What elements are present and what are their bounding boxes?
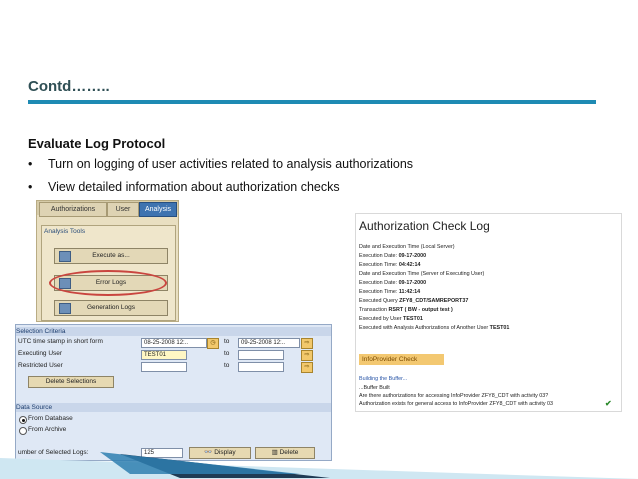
- selection-criteria-header: Selection Criteria: [16, 327, 331, 336]
- from-database-radio[interactable]: [19, 416, 27, 424]
- title-divider: [28, 100, 596, 104]
- log-line: Date and Execution Time (Local Server): [359, 244, 455, 250]
- bullet-dot: •: [28, 157, 33, 171]
- log-line: Transaction RSRT ( BW - output test ): [359, 307, 453, 313]
- analysis-tools-panel: [36, 200, 179, 322]
- bullet-text: Turn on logging of user activities related to analysis authorizations: [48, 157, 414, 171]
- count-label: umber of Selected Logs:: [18, 449, 89, 456]
- tab-strip: [37, 201, 178, 215]
- log-line: Executed by User TEST01: [359, 316, 423, 322]
- restricted-user-to-field[interactable]: [238, 362, 284, 372]
- log-title: Authorization Check Log: [359, 219, 490, 233]
- log-line: Execution Date: 09-17-2000: [359, 280, 427, 286]
- log-line: Date and Execution Time (Server of Executing User): [359, 271, 485, 277]
- delete-selections-button[interactable]: Delete Selections: [28, 376, 114, 388]
- trash-icon: ▥: [271, 449, 280, 456]
- building-buffer-link[interactable]: Building the Buffer...: [359, 376, 408, 382]
- data-source-header: Data Source: [16, 403, 331, 412]
- button-label: Delete: [279, 449, 299, 456]
- multiple-selection-icon[interactable]: ⇨: [301, 350, 313, 361]
- analysis-tools-group: [41, 225, 176, 321]
- calendar-icon[interactable]: ◷: [207, 338, 219, 349]
- from-archive-radio[interactable]: [19, 427, 27, 435]
- log-line: Are there authorizations for accessing InfoProvider ZFY8_CDT with activity 03?: [359, 393, 549, 399]
- generation-logs-button[interactable]: [54, 300, 168, 316]
- row-label: UTC time stamp in short form: [18, 338, 103, 345]
- bullet-item: [28, 180, 340, 194]
- decorative-swoosh: [0, 452, 638, 479]
- tab-user[interactable]: User: [107, 202, 139, 217]
- checkmark-icon: ✔: [605, 399, 612, 408]
- executing-user-to-field[interactable]: [238, 350, 284, 360]
- timestamp-to-field[interactable]: 09-25-2008 12:..: [238, 338, 300, 348]
- log-count-field: 125: [141, 448, 183, 458]
- infoprovider-check-label: InfoProvider Check: [359, 354, 444, 365]
- button-label: Generation Logs: [86, 304, 136, 311]
- group-label: Analysis Tools: [44, 228, 86, 235]
- display-icon: 👓: [204, 449, 215, 456]
- section-heading: Evaluate Log Protocol: [28, 136, 166, 151]
- tab-analysis[interactable]: Analysis: [139, 202, 177, 217]
- log-line: Executed with Analysis Authorizations of Another User TEST01: [359, 325, 510, 331]
- radio-label: From Archive: [28, 426, 67, 433]
- restricted-user-field[interactable]: [141, 362, 187, 372]
- log-line: ...Buffer Built: [359, 385, 390, 391]
- to-label: to: [224, 350, 230, 357]
- multiple-selection-icon[interactable]: ⇨: [301, 338, 313, 349]
- slide-title: Contd……..: [28, 78, 110, 95]
- executing-user-field[interactable]: TEST01: [141, 350, 187, 360]
- to-label: to: [224, 338, 230, 345]
- row-label: Executing User: [18, 350, 63, 357]
- log-line: Executed Query ZFY8_CDT/SAMREPORT37: [359, 298, 469, 304]
- log-line: Execution Time: 11:42:14: [359, 289, 421, 295]
- bullet-text: View detailed information about authorization checks: [48, 180, 340, 194]
- row-label: Restricted User: [18, 362, 63, 369]
- highlight-ellipse: [49, 270, 167, 296]
- execute-as-button[interactable]: [54, 248, 168, 264]
- button-label: Display: [214, 449, 236, 456]
- bullet-item: [28, 157, 413, 171]
- tab-authorizations[interactable]: Authorizations: [39, 202, 107, 217]
- timestamp-from-field[interactable]: 08-25-2008 12:..: [141, 338, 207, 348]
- button-label: Execute as...: [92, 252, 130, 259]
- authorization-check-log: [355, 213, 622, 412]
- selection-criteria-panel: [15, 324, 332, 461]
- log-line: Execution Date: 09-17-2000: [359, 253, 427, 259]
- bullet-dot: •: [28, 180, 33, 194]
- button-label: Error Logs: [95, 279, 127, 286]
- multiple-selection-icon[interactable]: ⇨: [301, 362, 313, 373]
- log-line: Execution Time: 04:42:14: [359, 262, 421, 268]
- log-line: Authorization exists for general access to InfoProvider ZFY8_CDT with activity 03: [359, 401, 554, 407]
- to-label: to: [224, 362, 230, 369]
- radio-label: From Database: [28, 415, 73, 422]
